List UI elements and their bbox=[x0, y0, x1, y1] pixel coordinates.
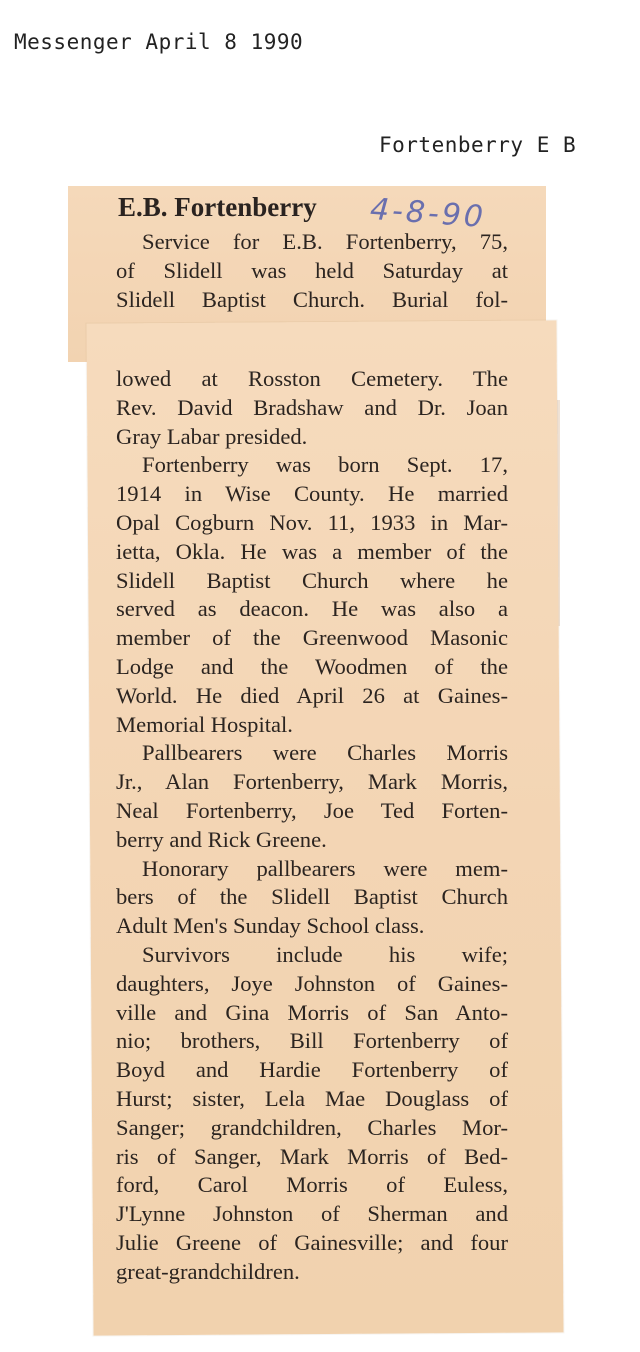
text-line: berry and Rick Greene. bbox=[116, 826, 327, 852]
text-line: Adult Men's Sunday School class. bbox=[116, 913, 425, 939]
typed-subject-name: Fortenberry E B bbox=[379, 133, 577, 157]
typed-source-date: Messenger April 8 1990 bbox=[14, 30, 304, 54]
text-line: ford, Carol Morris of Euless, bbox=[116, 1172, 508, 1198]
text-line: ville and Gina Morris of San Anto- bbox=[116, 999, 508, 1025]
obituary-headline: E.B. Fortenberry bbox=[118, 192, 317, 222]
text-line: Lodge and the Woodmen of the bbox=[116, 653, 508, 679]
text-line: great-grandchildren. bbox=[116, 1258, 300, 1284]
text-line: World. He died April 26 at Gaines- bbox=[116, 682, 508, 708]
text-line: ris of Sanger, Mark Morris of Bed- bbox=[116, 1143, 508, 1169]
text-line: Jr., Alan Fortenberry, Mark Morris, bbox=[116, 769, 508, 795]
text-line: 1914 in Wise County. He married bbox=[116, 481, 508, 507]
text-line: member of the Greenwood Masonic bbox=[116, 625, 508, 651]
text-line: Neal Fortenberry, Joe Ted Forten- bbox=[116, 797, 508, 823]
text-line: ietta, Okla. He was a member of the bbox=[116, 538, 508, 564]
text-line: Julie Greene of Gainesville; and four bbox=[116, 1229, 508, 1255]
text-line: lowed at Rosston Cemetery. The bbox=[116, 366, 508, 391]
text-line: Honorary pallbearers were mem- bbox=[142, 855, 508, 881]
obituary-text-main bbox=[116, 365, 508, 1287]
text-line: of Slidell was held Saturday at bbox=[116, 257, 508, 283]
text-line: Hurst; sister, Lela Mae Douglass of bbox=[116, 1085, 508, 1111]
text-line: daughters, Joye Johnston of Gaines- bbox=[116, 970, 508, 996]
text-line: Boyd and Hardie Fortenberry of bbox=[116, 1057, 508, 1083]
text-line: Rev. David Bradshaw and Dr. Joan bbox=[116, 394, 508, 420]
handwritten-date: 4-8-90 bbox=[368, 191, 488, 236]
text-line: Fortenberry was born Sept. 17, bbox=[142, 452, 508, 478]
text-line: Service for E.B. Fortenberry, 75, bbox=[142, 229, 508, 254]
text-line: Sanger; grandchildren, Charles Mor- bbox=[116, 1114, 508, 1140]
obituary-text-top bbox=[116, 228, 508, 314]
text-line: bers of the Slidell Baptist Church bbox=[116, 884, 508, 910]
text-line: Gray Labar presided. bbox=[116, 423, 308, 449]
text-line: Memorial Hospital. bbox=[116, 711, 293, 737]
text-line: served as deacon. He was also a bbox=[116, 596, 508, 622]
text-line: nio; brothers, Bill Fortenberry of bbox=[116, 1028, 508, 1054]
text-line: J'Lynne Johnston of Sherman and bbox=[116, 1201, 508, 1227]
text-line: Slidell Baptist Church. Burial fol- bbox=[116, 286, 508, 312]
text-line: Survivors include his wife; bbox=[142, 941, 508, 967]
text-line: Pallbearers were Charles Morris bbox=[142, 740, 508, 766]
text-line: Opal Cogburn Nov. 11, 1933 in Mar- bbox=[116, 509, 508, 535]
text-line: Slidell Baptist Church where he bbox=[116, 567, 508, 593]
